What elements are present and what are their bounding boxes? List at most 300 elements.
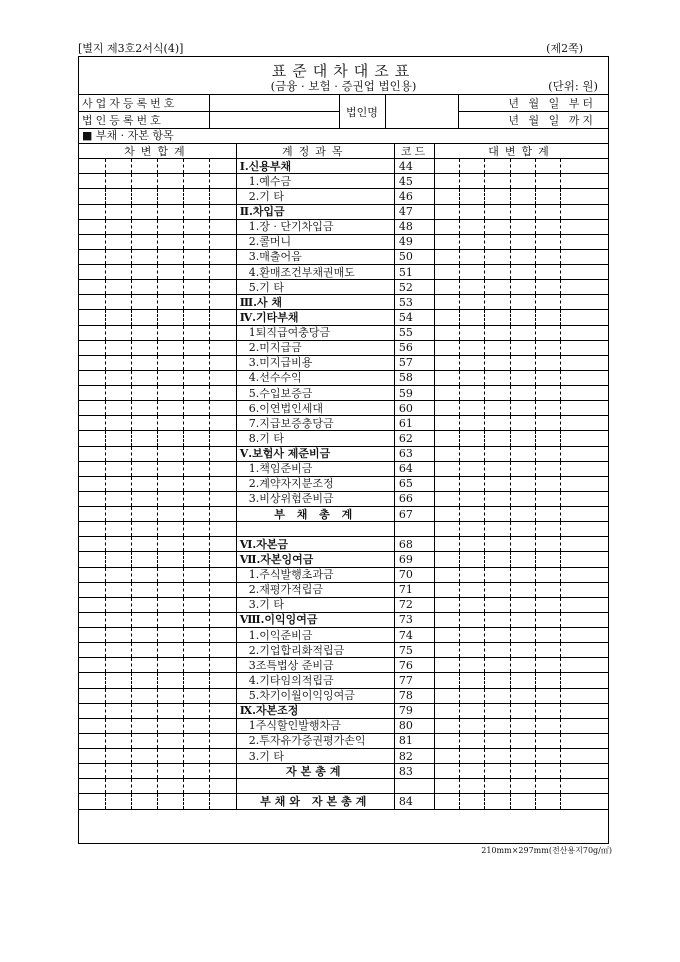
debit-cell[interactable] (184, 386, 210, 401)
debit-cell[interactable] (131, 280, 157, 295)
debit-cell[interactable] (158, 718, 184, 733)
debit-cell[interactable] (210, 461, 236, 476)
credit-cell[interactable] (460, 567, 485, 582)
debit-cell[interactable] (210, 325, 236, 340)
debit-cell[interactable] (79, 431, 105, 446)
credit-cell[interactable] (460, 597, 485, 612)
credit-cell[interactable] (560, 612, 608, 627)
debit-cell[interactable] (105, 295, 131, 310)
debit-cell[interactable] (131, 431, 157, 446)
debit-cell[interactable] (131, 643, 157, 658)
debit-cell[interactable] (105, 779, 131, 794)
debit-cell[interactable] (131, 552, 157, 567)
period-to[interactable]: 년 월 일 까지 (458, 112, 608, 129)
credit-cell[interactable] (560, 204, 608, 219)
debit-cell[interactable] (184, 628, 210, 643)
credit-cell[interactable] (535, 552, 560, 567)
debit-cell[interactable] (131, 416, 157, 431)
debit-cell[interactable] (79, 234, 105, 249)
debit-cell[interactable] (105, 431, 131, 446)
debit-cell[interactable] (131, 310, 157, 325)
debit-cell[interactable] (79, 794, 105, 809)
debit-cell[interactable] (131, 386, 157, 401)
credit-cell[interactable] (435, 688, 460, 703)
credit-cell[interactable] (485, 310, 510, 325)
debit-cell[interactable] (210, 628, 236, 643)
debit-cell[interactable] (210, 340, 236, 355)
debit-cell[interactable] (184, 612, 210, 627)
credit-cell[interactable] (510, 582, 535, 597)
credit-cell[interactable] (510, 794, 535, 809)
credit-cell[interactable] (460, 416, 485, 431)
credit-cell[interactable] (435, 522, 460, 537)
credit-cell[interactable] (485, 325, 510, 340)
credit-cell[interactable] (485, 779, 510, 794)
debit-cell[interactable] (131, 325, 157, 340)
credit-cell[interactable] (485, 522, 510, 537)
debit-cell[interactable] (105, 204, 131, 219)
credit-cell[interactable] (435, 552, 460, 567)
debit-cell[interactable] (210, 522, 236, 537)
debit-cell[interactable] (210, 718, 236, 733)
debit-cell[interactable] (210, 476, 236, 491)
debit-cell[interactable] (105, 325, 131, 340)
debit-cell[interactable] (79, 159, 105, 174)
debit-cell[interactable] (131, 567, 157, 582)
debit-cell[interactable] (131, 582, 157, 597)
credit-cell[interactable] (435, 779, 460, 794)
debit-cell[interactable] (158, 628, 184, 643)
debit-cell[interactable] (79, 688, 105, 703)
credit-cell[interactable] (485, 582, 510, 597)
credit-cell[interactable] (435, 703, 460, 718)
debit-cell[interactable] (210, 703, 236, 718)
debit-cell[interactable] (131, 733, 157, 748)
debit-cell[interactable] (79, 733, 105, 748)
credit-cell[interactable] (435, 401, 460, 416)
debit-cell[interactable] (79, 370, 105, 385)
debit-cell[interactable] (184, 673, 210, 688)
credit-cell[interactable] (485, 401, 510, 416)
credit-cell[interactable] (460, 507, 485, 522)
credit-cell[interactable] (485, 386, 510, 401)
debit-cell[interactable] (79, 537, 105, 552)
debit-cell[interactable] (105, 718, 131, 733)
debit-cell[interactable] (131, 718, 157, 733)
debit-cell[interactable] (158, 507, 184, 522)
credit-cell[interactable] (510, 537, 535, 552)
credit-cell[interactable] (435, 295, 460, 310)
debit-cell[interactable] (79, 567, 105, 582)
credit-cell[interactable] (560, 658, 608, 673)
credit-cell[interactable] (560, 431, 608, 446)
debit-cell[interactable] (184, 703, 210, 718)
credit-cell[interactable] (435, 612, 460, 627)
credit-cell[interactable] (460, 340, 485, 355)
credit-cell[interactable] (435, 355, 460, 370)
credit-cell[interactable] (510, 401, 535, 416)
credit-cell[interactable] (510, 507, 535, 522)
credit-cell[interactable] (435, 280, 460, 295)
credit-cell[interactable] (560, 491, 608, 506)
credit-cell[interactable] (460, 265, 485, 280)
corp-reg-value[interactable] (209, 112, 339, 129)
credit-cell[interactable] (485, 174, 510, 189)
credit-cell[interactable] (535, 174, 560, 189)
debit-cell[interactable] (158, 597, 184, 612)
credit-cell[interactable] (435, 537, 460, 552)
debit-cell[interactable] (210, 310, 236, 325)
credit-cell[interactable] (485, 370, 510, 385)
debit-cell[interactable] (210, 265, 236, 280)
credit-cell[interactable] (460, 325, 485, 340)
credit-cell[interactable] (460, 386, 485, 401)
credit-cell[interactable] (510, 597, 535, 612)
debit-cell[interactable] (131, 370, 157, 385)
credit-cell[interactable] (435, 234, 460, 249)
credit-cell[interactable] (485, 295, 510, 310)
credit-cell[interactable] (535, 794, 560, 809)
credit-cell[interactable] (535, 280, 560, 295)
credit-cell[interactable] (535, 189, 560, 204)
credit-cell[interactable] (510, 552, 535, 567)
debit-cell[interactable] (79, 597, 105, 612)
debit-cell[interactable] (105, 703, 131, 718)
credit-cell[interactable] (435, 628, 460, 643)
credit-cell[interactable] (485, 703, 510, 718)
credit-cell[interactable] (485, 446, 510, 461)
credit-cell[interactable] (535, 522, 560, 537)
debit-cell[interactable] (105, 537, 131, 552)
credit-cell[interactable] (460, 461, 485, 476)
debit-cell[interactable] (131, 249, 157, 264)
credit-cell[interactable] (560, 597, 608, 612)
credit-cell[interactable] (460, 249, 485, 264)
credit-cell[interactable] (535, 491, 560, 506)
debit-cell[interactable] (210, 749, 236, 764)
credit-cell[interactable] (460, 280, 485, 295)
credit-cell[interactable] (485, 643, 510, 658)
credit-cell[interactable] (435, 159, 460, 174)
debit-cell[interactable] (210, 537, 236, 552)
debit-cell[interactable] (184, 280, 210, 295)
debit-cell[interactable] (131, 794, 157, 809)
debit-cell[interactable] (184, 567, 210, 582)
credit-cell[interactable] (485, 189, 510, 204)
credit-cell[interactable] (510, 446, 535, 461)
debit-cell[interactable] (210, 431, 236, 446)
credit-cell[interactable] (560, 628, 608, 643)
debit-cell[interactable] (79, 673, 105, 688)
credit-cell[interactable] (510, 310, 535, 325)
credit-cell[interactable] (460, 658, 485, 673)
credit-cell[interactable] (510, 779, 535, 794)
credit-cell[interactable] (435, 491, 460, 506)
credit-cell[interactable] (535, 265, 560, 280)
credit-cell[interactable] (485, 249, 510, 264)
debit-cell[interactable] (184, 159, 210, 174)
debit-cell[interactable] (79, 189, 105, 204)
credit-cell[interactable] (560, 718, 608, 733)
credit-cell[interactable] (535, 370, 560, 385)
debit-cell[interactable] (210, 416, 236, 431)
debit-cell[interactable] (105, 673, 131, 688)
debit-cell[interactable] (79, 522, 105, 537)
debit-cell[interactable] (105, 733, 131, 748)
debit-cell[interactable] (210, 779, 236, 794)
credit-cell[interactable] (560, 749, 608, 764)
credit-cell[interactable] (560, 159, 608, 174)
debit-cell[interactable] (184, 416, 210, 431)
credit-cell[interactable] (560, 401, 608, 416)
credit-cell[interactable] (460, 234, 485, 249)
credit-cell[interactable] (510, 703, 535, 718)
period-from[interactable]: 년 월 일 부터 (458, 95, 608, 112)
debit-cell[interactable] (79, 416, 105, 431)
debit-cell[interactable] (105, 189, 131, 204)
debit-cell[interactable] (131, 491, 157, 506)
credit-cell[interactable] (535, 612, 560, 627)
debit-cell[interactable] (105, 612, 131, 627)
credit-cell[interactable] (435, 718, 460, 733)
debit-cell[interactable] (105, 401, 131, 416)
debit-cell[interactable] (105, 658, 131, 673)
credit-cell[interactable] (535, 295, 560, 310)
credit-cell[interactable] (510, 340, 535, 355)
debit-cell[interactable] (184, 491, 210, 506)
credit-cell[interactable] (560, 567, 608, 582)
debit-cell[interactable] (158, 431, 184, 446)
credit-cell[interactable] (560, 476, 608, 491)
credit-cell[interactable] (560, 764, 608, 779)
debit-cell[interactable] (79, 295, 105, 310)
credit-cell[interactable] (560, 249, 608, 264)
debit-cell[interactable] (184, 658, 210, 673)
debit-cell[interactable] (158, 386, 184, 401)
debit-cell[interactable] (79, 764, 105, 779)
credit-cell[interactable] (460, 204, 485, 219)
debit-cell[interactable] (131, 507, 157, 522)
credit-cell[interactable] (535, 401, 560, 416)
credit-cell[interactable] (510, 491, 535, 506)
debit-cell[interactable] (131, 355, 157, 370)
debit-cell[interactable] (105, 567, 131, 582)
credit-cell[interactable] (560, 219, 608, 234)
credit-cell[interactable] (535, 386, 560, 401)
debit-cell[interactable] (79, 612, 105, 627)
debit-cell[interactable] (79, 491, 105, 506)
debit-cell[interactable] (79, 265, 105, 280)
debit-cell[interactable] (184, 340, 210, 355)
credit-cell[interactable] (510, 733, 535, 748)
credit-cell[interactable] (485, 794, 510, 809)
debit-cell[interactable] (79, 280, 105, 295)
credit-cell[interactable] (460, 522, 485, 537)
debit-cell[interactable] (131, 234, 157, 249)
credit-cell[interactable] (510, 325, 535, 340)
credit-cell[interactable] (460, 582, 485, 597)
debit-cell[interactable] (105, 386, 131, 401)
debit-cell[interactable] (158, 552, 184, 567)
debit-cell[interactable] (158, 249, 184, 264)
debit-cell[interactable] (79, 310, 105, 325)
credit-cell[interactable] (460, 219, 485, 234)
debit-cell[interactable] (79, 325, 105, 340)
debit-cell[interactable] (105, 764, 131, 779)
debit-cell[interactable] (158, 174, 184, 189)
credit-cell[interactable] (485, 340, 510, 355)
debit-cell[interactable] (79, 249, 105, 264)
debit-cell[interactable] (79, 219, 105, 234)
debit-cell[interactable] (131, 628, 157, 643)
credit-cell[interactable] (560, 355, 608, 370)
debit-cell[interactable] (79, 340, 105, 355)
credit-cell[interactable] (485, 416, 510, 431)
credit-cell[interactable] (535, 628, 560, 643)
debit-cell[interactable] (131, 219, 157, 234)
credit-cell[interactable] (560, 507, 608, 522)
debit-cell[interactable] (210, 567, 236, 582)
debit-cell[interactable] (105, 491, 131, 506)
credit-cell[interactable] (535, 204, 560, 219)
credit-cell[interactable] (460, 612, 485, 627)
debit-cell[interactable] (184, 310, 210, 325)
debit-cell[interactable] (210, 597, 236, 612)
debit-cell[interactable] (105, 355, 131, 370)
debit-cell[interactable] (158, 310, 184, 325)
credit-cell[interactable] (485, 476, 510, 491)
credit-cell[interactable] (560, 234, 608, 249)
debit-cell[interactable] (131, 476, 157, 491)
credit-cell[interactable] (485, 159, 510, 174)
debit-cell[interactable] (131, 703, 157, 718)
debit-cell[interactable] (105, 582, 131, 597)
debit-cell[interactable] (184, 189, 210, 204)
credit-cell[interactable] (535, 537, 560, 552)
debit-cell[interactable] (158, 673, 184, 688)
credit-cell[interactable] (560, 446, 608, 461)
credit-cell[interactable] (535, 461, 560, 476)
debit-cell[interactable] (79, 779, 105, 794)
credit-cell[interactable] (485, 628, 510, 643)
debit-cell[interactable] (210, 189, 236, 204)
debit-cell[interactable] (210, 688, 236, 703)
debit-cell[interactable] (210, 552, 236, 567)
credit-cell[interactable] (485, 688, 510, 703)
credit-cell[interactable] (485, 733, 510, 748)
debit-cell[interactable] (105, 280, 131, 295)
debit-cell[interactable] (131, 522, 157, 537)
credit-cell[interactable] (560, 537, 608, 552)
debit-cell[interactable] (158, 491, 184, 506)
debit-cell[interactable] (131, 749, 157, 764)
debit-cell[interactable] (79, 476, 105, 491)
credit-cell[interactable] (535, 249, 560, 264)
credit-cell[interactable] (535, 779, 560, 794)
credit-cell[interactable] (510, 159, 535, 174)
debit-cell[interactable] (105, 794, 131, 809)
debit-cell[interactable] (131, 265, 157, 280)
credit-cell[interactable] (435, 325, 460, 340)
debit-cell[interactable] (105, 340, 131, 355)
debit-cell[interactable] (158, 159, 184, 174)
credit-cell[interactable] (535, 764, 560, 779)
debit-cell[interactable] (210, 174, 236, 189)
debit-cell[interactable] (158, 370, 184, 385)
credit-cell[interactable] (535, 582, 560, 597)
debit-cell[interactable] (79, 749, 105, 764)
credit-cell[interactable] (560, 703, 608, 718)
biz-reg-value[interactable] (209, 95, 339, 112)
credit-cell[interactable] (435, 446, 460, 461)
credit-cell[interactable] (435, 431, 460, 446)
credit-cell[interactable] (485, 597, 510, 612)
credit-cell[interactable] (435, 340, 460, 355)
credit-cell[interactable] (510, 204, 535, 219)
credit-cell[interactable] (485, 234, 510, 249)
debit-cell[interactable] (131, 537, 157, 552)
credit-cell[interactable] (485, 658, 510, 673)
debit-cell[interactable] (105, 461, 131, 476)
debit-cell[interactable] (158, 779, 184, 794)
debit-cell[interactable] (184, 265, 210, 280)
credit-cell[interactable] (435, 386, 460, 401)
credit-cell[interactable] (485, 567, 510, 582)
debit-cell[interactable] (79, 386, 105, 401)
credit-cell[interactable] (460, 476, 485, 491)
credit-cell[interactable] (535, 688, 560, 703)
debit-cell[interactable] (158, 764, 184, 779)
credit-cell[interactable] (510, 386, 535, 401)
credit-cell[interactable] (535, 234, 560, 249)
credit-cell[interactable] (510, 658, 535, 673)
debit-cell[interactable] (79, 658, 105, 673)
debit-cell[interactable] (79, 552, 105, 567)
debit-cell[interactable] (184, 476, 210, 491)
debit-cell[interactable] (184, 204, 210, 219)
credit-cell[interactable] (560, 386, 608, 401)
debit-cell[interactable] (131, 189, 157, 204)
credit-cell[interactable] (460, 446, 485, 461)
debit-cell[interactable] (184, 749, 210, 764)
debit-cell[interactable] (131, 673, 157, 688)
credit-cell[interactable] (510, 295, 535, 310)
credit-cell[interactable] (435, 461, 460, 476)
debit-cell[interactable] (105, 552, 131, 567)
credit-cell[interactable] (560, 582, 608, 597)
debit-cell[interactable] (210, 612, 236, 627)
credit-cell[interactable] (460, 174, 485, 189)
debit-cell[interactable] (79, 446, 105, 461)
credit-cell[interactable] (560, 340, 608, 355)
credit-cell[interactable] (535, 416, 560, 431)
credit-cell[interactable] (510, 461, 535, 476)
debit-cell[interactable] (184, 249, 210, 264)
debit-cell[interactable] (79, 718, 105, 733)
credit-cell[interactable] (460, 643, 485, 658)
debit-cell[interactable] (158, 416, 184, 431)
debit-cell[interactable] (158, 219, 184, 234)
credit-cell[interactable] (535, 507, 560, 522)
debit-cell[interactable] (184, 461, 210, 476)
credit-cell[interactable] (460, 552, 485, 567)
credit-cell[interactable] (485, 552, 510, 567)
credit-cell[interactable] (535, 703, 560, 718)
credit-cell[interactable] (435, 582, 460, 597)
credit-cell[interactable] (535, 658, 560, 673)
credit-cell[interactable] (435, 794, 460, 809)
credit-cell[interactable] (435, 673, 460, 688)
